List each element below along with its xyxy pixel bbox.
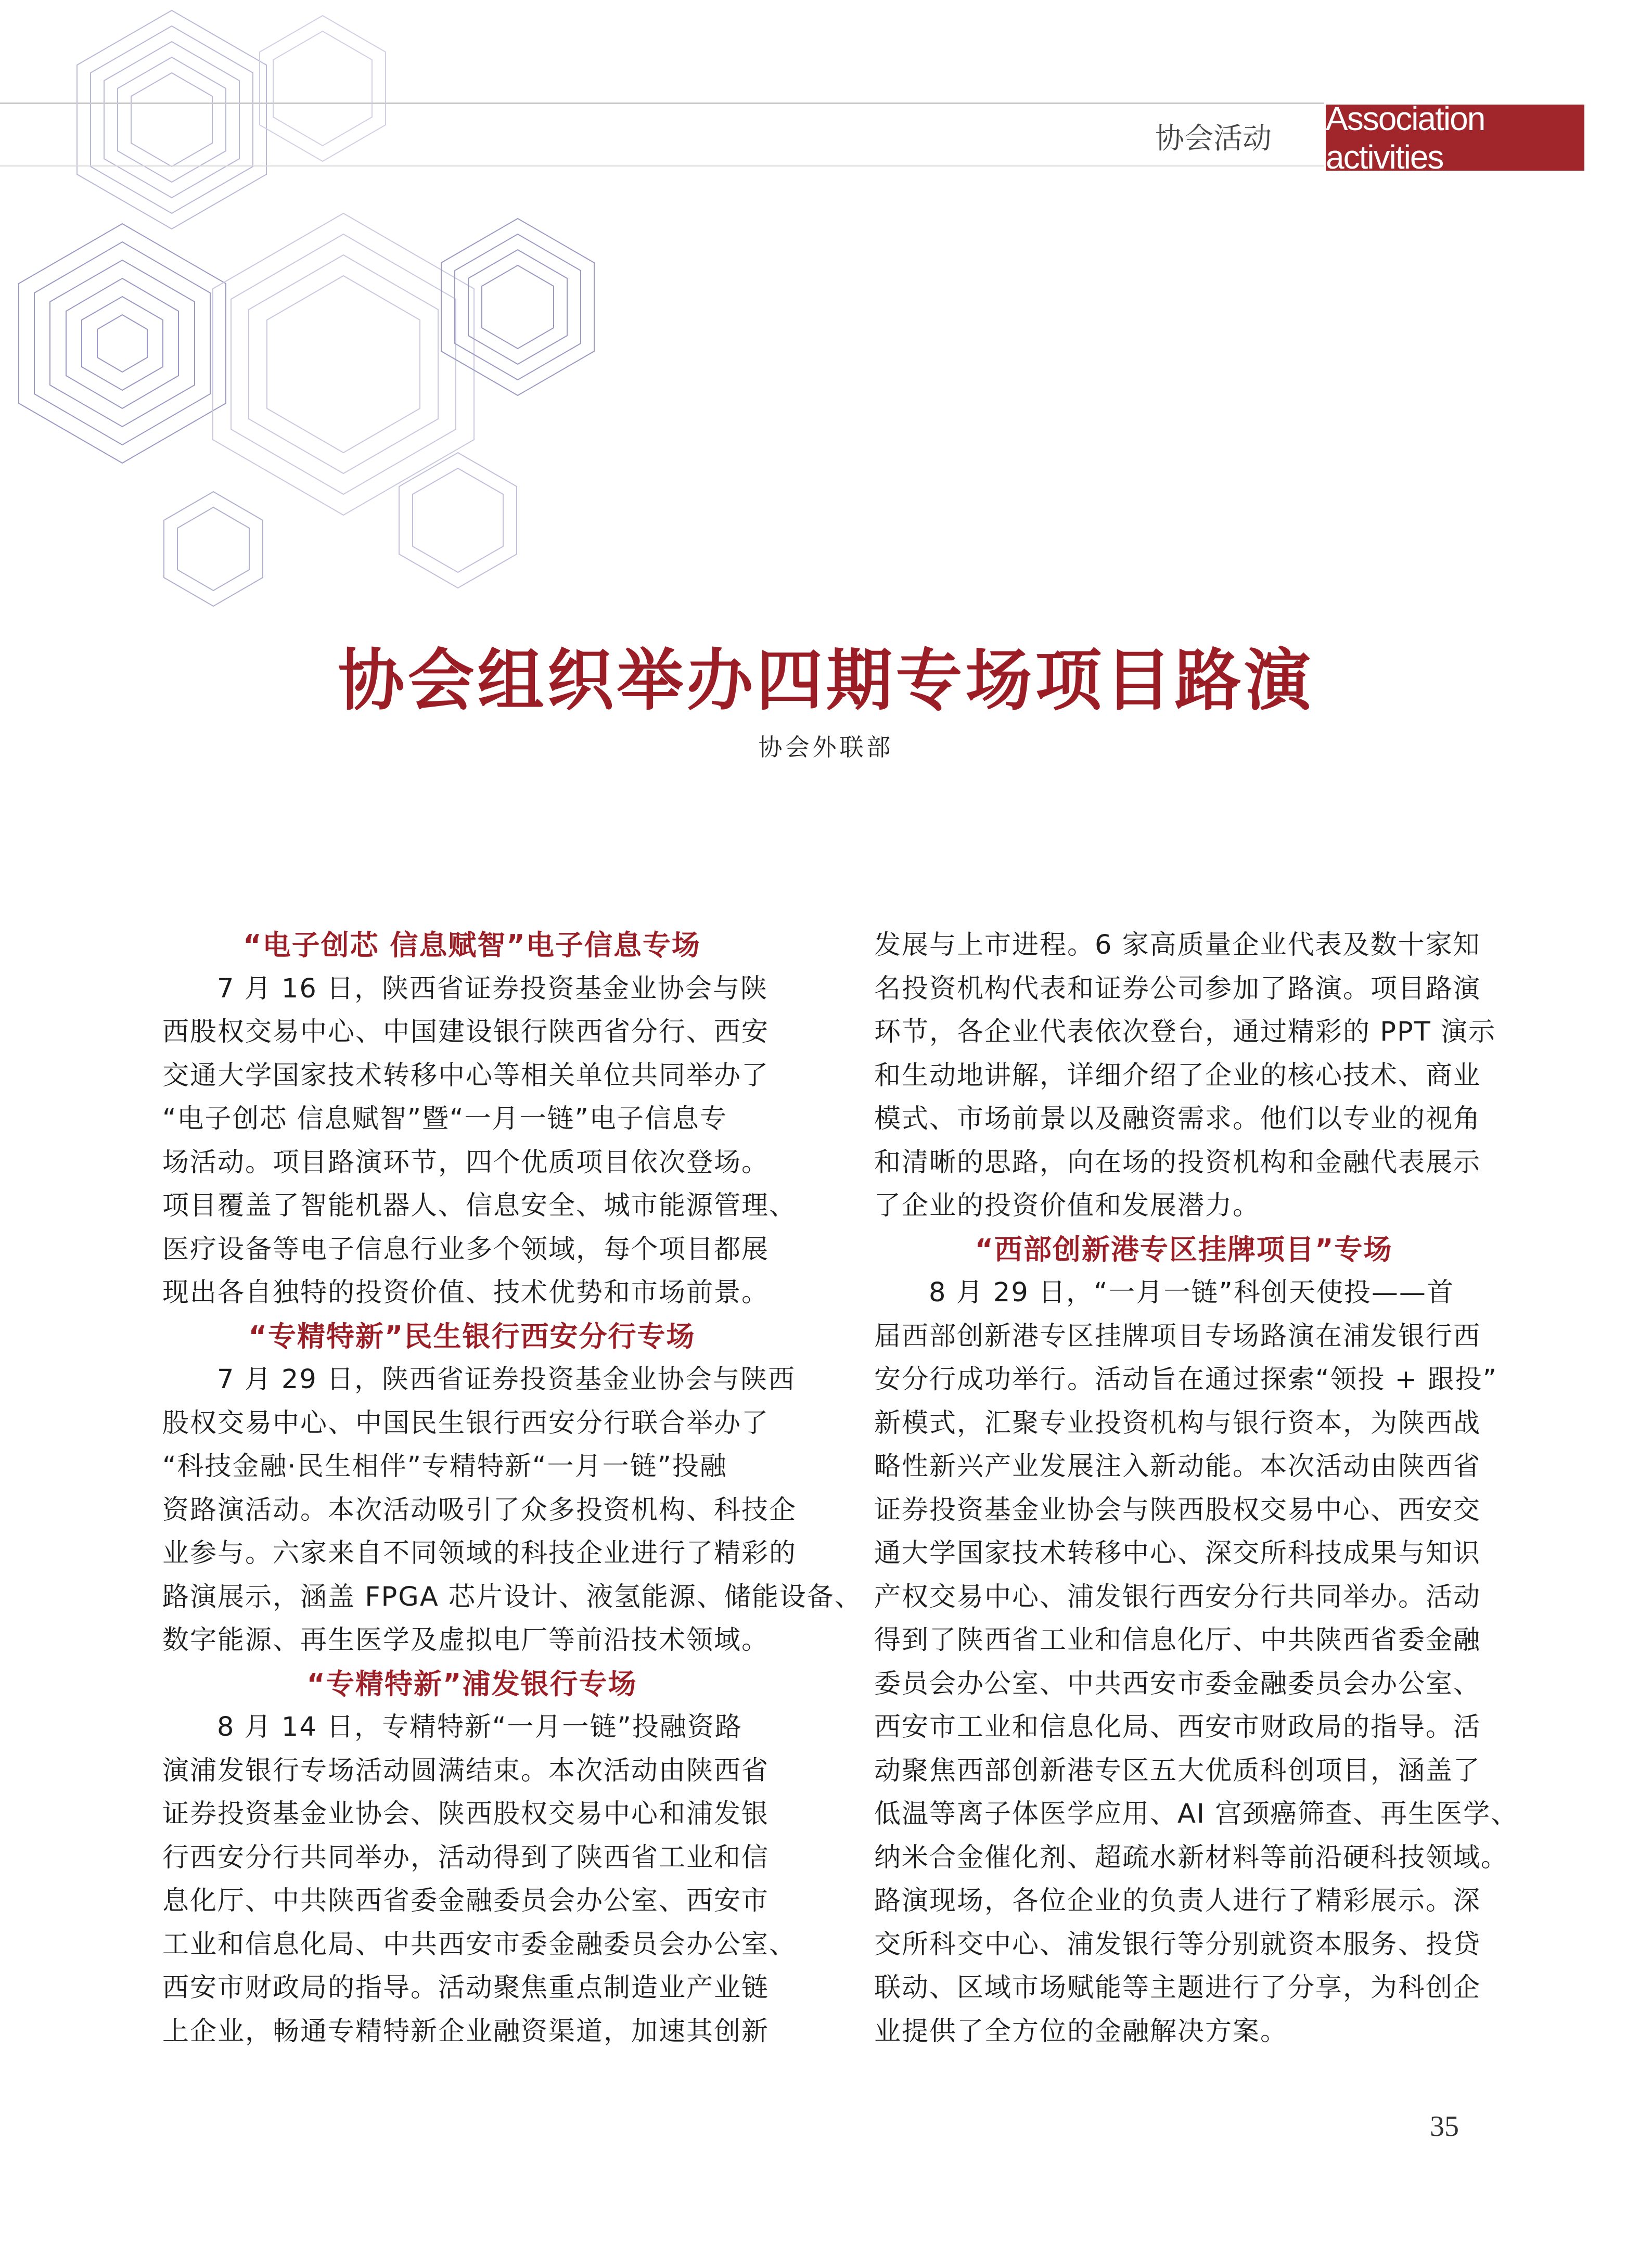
text-line: 联动、区域市场赋能等主题进行了分享，为科创企 xyxy=(874,1972,1481,2003)
article-title: 协会组织举办四期专场项目路演 xyxy=(338,642,1314,720)
text-line: 业参与。六家来自不同领域的科技企业进行了精彩的 xyxy=(162,1538,797,1569)
text-line: 7 月 29 日，陕西省证券投资基金业协会与陕西 xyxy=(217,1364,796,1395)
text-line: 医疗设备等电子信息行业多个领域，每个项目都展 xyxy=(162,1234,770,1265)
text-line: 名投资机构代表和证券公司参加了路演。项目路演 xyxy=(874,973,1481,1004)
text-line: 西安市财政局的指导。活动聚焦重点制造业产业链 xyxy=(162,1972,770,2003)
text-line: 纳米合金催化剂、超疏水新材料等前沿硬科技领域。 xyxy=(874,1842,1509,1873)
text-line: 西股权交易中心、中国建设银行陕西省分行、西安 xyxy=(162,1017,770,1047)
section-heading: “电子创芯 信息赋智”电子信息专场 xyxy=(243,929,701,962)
text-line: 西安市工业和信息化局、西安市财政局的指导。活 xyxy=(874,1712,1481,1743)
section-label-cn: 协会活动 xyxy=(1155,122,1272,156)
text-line: 路演展示，涵盖 FPGA 芯片设计、液氢能源、储能设备、 xyxy=(162,1581,862,1612)
text-line: 动聚焦西部创新港专区五大优质科创项目，涵盖了 xyxy=(874,1755,1481,1786)
section-label-en: Association activities xyxy=(1326,105,1584,171)
text-line: 息化厅、中共陕西省委金融委员会办公室、西安市 xyxy=(162,1886,770,1916)
text-line: 交所科交中心、浦发银行等分别就资本服务、投贷 xyxy=(874,1929,1481,1960)
text-line: 通大学国家技术转移中心、深交所科技成果与知识 xyxy=(874,1538,1481,1569)
text-line: 安分行成功举行。活动旨在通过探索“领投 + 跟投” xyxy=(874,1364,1498,1395)
text-line: 模式、市场前景以及融资需求。他们以专业的视角 xyxy=(874,1104,1481,1134)
right-column xyxy=(874,924,1519,2053)
page-number: 35 xyxy=(1430,2110,1459,2143)
text-line: 资路演活动。本次活动吸引了众多投资机构、科技企 xyxy=(162,1494,797,1526)
text-line: 得到了陕西省工业和信息化厅、中共陕西省委金融 xyxy=(874,1625,1481,1656)
hexagon-pattern-decoration xyxy=(0,0,572,624)
text-line: 证券投资基金业协会、陕西股权交易中心和浦发银 xyxy=(162,1799,770,1829)
text-line: 略性新兴产业发展注入新动能。本次活动由陕西省 xyxy=(874,1451,1481,1482)
text-line: 产权交易中心、浦发银行西安分行共同举办。活动 xyxy=(874,1581,1481,1612)
text-line: 演浦发银行专场活动圆满结束。本次活动由陕西省 xyxy=(162,1755,770,1786)
article-author: 协会外联部 xyxy=(758,733,894,761)
text-line: 路演现场，各位企业的负责人进行了精彩展示。深 xyxy=(874,1886,1481,1916)
text-line: 业提供了全方位的金融解决方案。 xyxy=(874,2016,1288,2047)
text-line: 工业和信息化局、中共西安市委金融委员会办公室、 xyxy=(162,1929,797,1960)
text-line: 证券投资基金业协会与陕西股权交易中心、西安交 xyxy=(874,1494,1481,1526)
text-line: 委员会办公室、中共西安市委金融委员会办公室、 xyxy=(874,1668,1481,1699)
text-line: 发展与上市进程。6 家高质量企业代表及数十家知 xyxy=(874,930,1481,960)
text-line: 交通大学国家技术转移中心等相关单位共同举办了 xyxy=(162,1060,770,1091)
text-line: 新模式，汇聚专业投资机构与银行资本，为陕西战 xyxy=(874,1407,1481,1439)
text-line: “科技金融·民生相伴”专精特新“一月一链”投融 xyxy=(162,1451,727,1482)
text-line: “电子创芯 信息赋智”暨“一月一链”电子信息专 xyxy=(162,1104,727,1134)
text-line: 8 月 14 日，专精特新“一月一链”投融资路 xyxy=(217,1712,742,1743)
text-line: 8 月 29 日，“一月一链”科创天使投——首 xyxy=(929,1277,1454,1308)
text-line: 和清晰的思路，向在场的投资机构和金融代表展示 xyxy=(874,1147,1481,1178)
text-line: 行西安分行共同举办，活动得到了陕西省工业和信 xyxy=(162,1842,770,1873)
text-line: 7 月 16 日，陕西省证券投资基金业协会与陕 xyxy=(217,973,768,1004)
text-line: 项目覆盖了智能机器人、信息安全、城市能源管理、 xyxy=(162,1190,797,1221)
text-line: 了企业的投资价值和发展潜力。 xyxy=(874,1190,1261,1221)
text-line: 现出各自独特的投资价值、技术优势和市场前景。 xyxy=(162,1277,770,1308)
text-line: 届西部创新港专区挂牌项目专场路演在浦发银行西 xyxy=(874,1321,1481,1352)
text-line: 和生动地讲解，详细介绍了企业的核心技术、商业 xyxy=(874,1060,1481,1091)
left-column xyxy=(162,924,862,2053)
text-line: 场活动。项目路演环节，四个优质项目依次登场。 xyxy=(162,1147,770,1178)
header-rule-bottom xyxy=(0,165,1324,166)
text-line: 低温等离子体医学应用、AI 宫颈癌筛查、再生医学、 xyxy=(874,1799,1519,1829)
section-heading: “专精特新”浦发银行专场 xyxy=(306,1667,637,1700)
text-line: 股权交易中心、中国民生银行西安分行联合举办了 xyxy=(162,1407,770,1439)
text-line: 数字能源、再生医学及虚拟电厂等前沿技术领域。 xyxy=(162,1625,770,1656)
header-rule xyxy=(0,103,1324,104)
section-heading: “专精特新”民生银行西安分行专场 xyxy=(248,1319,696,1353)
text-line: 上企业，畅通专精特新企业融资渠道，加速其创新 xyxy=(162,2016,770,2047)
text-line: 环节，各企业代表依次登台，通过精彩的 PPT 演示 xyxy=(874,1017,1496,1047)
section-heading: “西部创新港专区挂牌项目”专场 xyxy=(975,1233,1393,1266)
